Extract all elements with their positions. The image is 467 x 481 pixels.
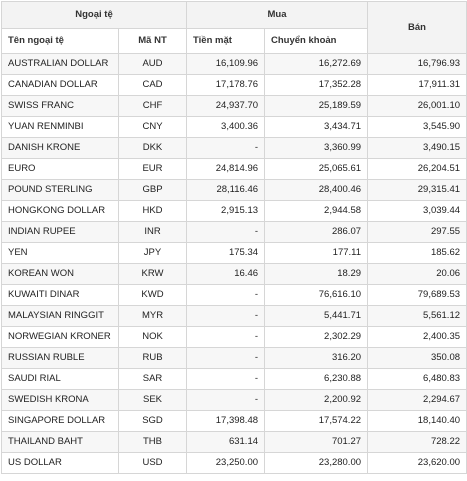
currency-name: DANISH KRONE [2,138,119,159]
buy-cash-rate: 16.46 [187,264,265,285]
sell-rate: 29,315.41 [368,180,467,201]
currency-name: SINGAPORE DOLLAR [2,411,119,432]
group-header-buy: Mua [187,2,368,29]
buy-transfer-rate: 2,944.58 [265,201,368,222]
currency-name: EURO [2,159,119,180]
table-row [2,180,467,201]
sell-rate: 5,561.12 [368,306,467,327]
table-row [2,348,467,369]
table-row [2,138,467,159]
table-row [2,390,467,411]
currency-name: THAILAND BAHT [2,432,119,453]
buy-cash-rate: 17,178.76 [187,75,265,96]
sell-rate: 6,480.83 [368,369,467,390]
sell-rate: 3,545.90 [368,117,467,138]
currency-name: YEN [2,243,119,264]
table-row [2,285,467,306]
buy-transfer-rate: 25,065.61 [265,159,368,180]
table-row [2,327,467,348]
sell-rate: 20.06 [368,264,467,285]
buy-cash-rate: 17,398.48 [187,411,265,432]
header-group-row [2,2,467,29]
sell-rate: 3,039.44 [368,201,467,222]
table-row [2,222,467,243]
table-row [2,306,467,327]
sell-rate: 3,490.15 [368,138,467,159]
currency-code: USD [119,453,187,474]
buy-cash-rate: - [187,222,265,243]
currency-code: MYR [119,306,187,327]
buy-cash-rate: 631.14 [187,432,265,453]
currency-name: SWISS FRANC [2,96,119,117]
buy-transfer-rate: 6,230.88 [265,369,368,390]
buy-transfer-rate: 76,616.10 [265,285,368,306]
currency-code: CNY [119,117,187,138]
currency-name: MALAYSIAN RINGGIT [2,306,119,327]
buy-transfer-rate: 25,189.59 [265,96,368,117]
buy-transfer-rate: 23,280.00 [265,453,368,474]
buy-cash-rate: 175.34 [187,243,265,264]
buy-transfer-rate: 701.27 [265,432,368,453]
sell-rate: 26,204.51 [368,159,467,180]
table-row [2,75,467,96]
currency-name: INDIAN RUPEE [2,222,119,243]
buy-transfer-rate: 3,360.99 [265,138,368,159]
sell-rate: 350.08 [368,348,467,369]
currency-code: THB [119,432,187,453]
table-row [2,159,467,180]
buy-transfer-rate: 2,302.29 [265,327,368,348]
sell-rate: 18,140.40 [368,411,467,432]
buy-cash-rate: - [187,390,265,411]
buy-cash-rate: - [187,369,265,390]
column-header-name: Tên ngoại tệ [2,29,119,54]
exchange-rate-table [1,1,467,474]
buy-cash-rate: 24,937.70 [187,96,265,117]
buy-cash-rate: 23,250.00 [187,453,265,474]
currency-code: SEK [119,390,187,411]
currency-code: AUD [119,54,187,75]
currency-name: SWEDISH KRONA [2,390,119,411]
group-header-currency: Ngoại tệ [2,2,187,29]
buy-transfer-rate: 5,441.71 [265,306,368,327]
column-header-code: Mã NT [119,29,187,54]
sell-rate: 16,796.93 [368,54,467,75]
buy-transfer-rate: 17,352.28 [265,75,368,96]
currency-name: NORWEGIAN KRONER [2,327,119,348]
currency-code: DKK [119,138,187,159]
currency-name: US DOLLAR [2,453,119,474]
currency-name: CANADIAN DOLLAR [2,75,119,96]
buy-transfer-rate: 2,200.92 [265,390,368,411]
sell-rate: 185.62 [368,243,467,264]
currency-code: GBP [119,180,187,201]
currency-code: KWD [119,285,187,306]
currency-code: SAR [119,369,187,390]
sell-rate: 2,294.67 [368,390,467,411]
buy-cash-rate: 3,400.36 [187,117,265,138]
sell-rate: 26,001.10 [368,96,467,117]
buy-cash-rate: 16,109.96 [187,54,265,75]
currency-code: RUB [119,348,187,369]
sell-rate: 297.55 [368,222,467,243]
buy-transfer-rate: 316.20 [265,348,368,369]
buy-cash-rate: 28,116.46 [187,180,265,201]
currency-code: EUR [119,159,187,180]
currency-name: KUWAITI DINAR [2,285,119,306]
buy-cash-rate: - [187,327,265,348]
currency-code: INR [119,222,187,243]
buy-transfer-rate: 16,272.69 [265,54,368,75]
buy-cash-rate: - [187,138,265,159]
sell-rate: 728.22 [368,432,467,453]
table-row [2,369,467,390]
currency-name: POUND STERLING [2,180,119,201]
column-header-cash: Tiền mặt [187,29,265,54]
buy-cash-rate: - [187,285,265,306]
currency-name: HONGKONG DOLLAR [2,201,119,222]
buy-transfer-rate: 18.29 [265,264,368,285]
sell-rate: 2,400.35 [368,327,467,348]
currency-name: SAUDI RIAL [2,369,119,390]
table-row [2,432,467,453]
rate-rows [2,54,467,474]
buy-cash-rate: - [187,348,265,369]
table-row [2,96,467,117]
currency-code: JPY [119,243,187,264]
buy-cash-rate: - [187,306,265,327]
buy-cash-rate: 24,814.96 [187,159,265,180]
buy-transfer-rate: 3,434.71 [265,117,368,138]
currency-code: CAD [119,75,187,96]
currency-name: AUSTRALIAN DOLLAR [2,54,119,75]
currency-code: KRW [119,264,187,285]
currency-name: RUSSIAN RUBLE [2,348,119,369]
currency-code: CHF [119,96,187,117]
currency-code: HKD [119,201,187,222]
buy-transfer-rate: 28,400.46 [265,180,368,201]
currency-code: SGD [119,411,187,432]
table-row [2,117,467,138]
group-header-sell: Bán [368,2,467,54]
table-row [2,453,467,474]
sell-rate: 79,689.53 [368,285,467,306]
table-row [2,54,467,75]
table-row [2,411,467,432]
table-row [2,264,467,285]
currency-code: NOK [119,327,187,348]
sell-rate: 17,911.31 [368,75,467,96]
buy-transfer-rate: 17,574.22 [265,411,368,432]
currency-name: KOREAN WON [2,264,119,285]
table-row [2,201,467,222]
sell-rate: 23,620.00 [368,453,467,474]
table-row [2,243,467,264]
currency-name: YUAN RENMINBI [2,117,119,138]
buy-cash-rate: 2,915.13 [187,201,265,222]
buy-transfer-rate: 177.11 [265,243,368,264]
column-header-transfer: Chuyển khoản [265,29,368,54]
buy-transfer-rate: 286.07 [265,222,368,243]
